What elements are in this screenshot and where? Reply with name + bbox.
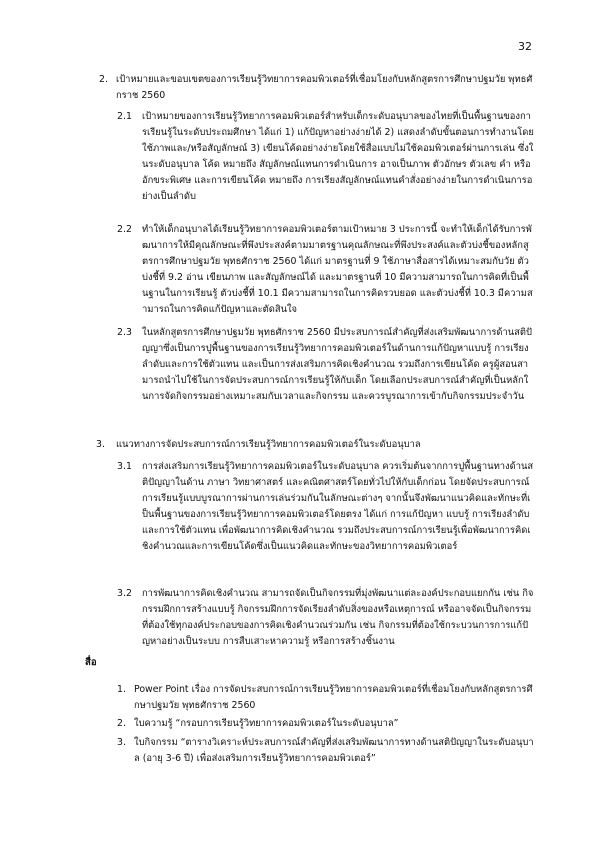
subsection-number: 2.3 xyxy=(117,327,132,338)
media-item-number: 2. xyxy=(117,718,126,729)
subsection-text: เป้าหมายของการเรียนรู้วิทยาการคอมพิวเตอร์สำหรับเด็กระดับอนุบาลของไทยที่เป็นพื้นฐานของการเรียนรู้ในระดับประถมศึกษา ได้แก่ 1) แก้ปัญหาอย่างง่ายได้ 2) แสดงลำดับขั้นตอนการทำงานโดยใช้ภาพและ/หรือสัญลักษณ์ 3) เขียนโค้ดอย่างง่ายโดยใช้สื่อแบบไม่ใช้คอมพิวเตอร์ผ่านการเล่น ซึ่งในระดับอนุบาล โค้ด หมายถึง สัญลักษณ์แทนการดำเนินการ อาจเป็นภาพ ตัวอักษร ตัวเลข คำ หรืออักขระพิเศษ และการเขียนโค้ด หมายถึง การเรียงสัญลักษณ์แทนคำสั่งอย่างง่ายในการดำเนินการอย่างเป็นลำดับ xyxy=(142,111,534,202)
media-item-text: ใบกิจกรรม “ตารางวิเคราะห์ประสบการณ์สำคัญที่ส่งเสริมพัฒนาการทางด้านสติปัญญาในระดับอนุบาล (อายุ 3-6 ปี) เพื่อส่งเสริมการเรียนรู้วิทยาการคอมพิวเตอร์” xyxy=(134,737,534,764)
page-number: 32 xyxy=(518,40,532,53)
subsection-text: ในหลักสูตรการศึกษาปฐมวัย พุทธศักราช 2560 มีประสบการณ์สำคัญที่ส่งเสริมพัฒนาการด้านสติปัญญาซึ่งเป็นการปูพื้นฐานของการเรียนรู้วิทยาการคอมพิวเตอร์ในด้านการแก้ปัญหาแบบรู้ การเรียงลำดับและการใช้ตัวแทน และเป็นการส่งเสริมการคิดเชิงคำนวณ รวมถึงการเขียนโค้ด ครูผู้สอนสามารถนำไปใช้ในการจัดประสบการณ์การเรียนรู้ให้กับเด็ก โดยเลือกประสบการณ์สำคัญที่เป็นหลักในการจัดกิจกรรมอย่างเหมาะสมกับเวลาและกิจกรรม และควรบูรณาการเข้ากับกิจกรรมประจำวัน xyxy=(142,327,532,402)
subsection-number: 3.1 xyxy=(117,461,132,472)
subsection-number: 2.1 xyxy=(117,111,132,122)
section-title: แนวทางการจัดประสบการณ์การเรียนรู้วิทยาการคอมพิวเตอร์ในระดับอนุบาล xyxy=(116,439,421,450)
media-item-text: Power Point เรื่อง การจัดประสบการณ์การเรียนรู้วิทยาการคอมพิวเตอร์ที่เชื่อมโยงกับหลักสูตรการศึกษาปฐมวัย พุทธศักราช 2560 xyxy=(134,684,533,711)
media-item-number: 1. xyxy=(117,684,126,695)
media-heading: สื่อ xyxy=(85,657,97,668)
subsection-text: การพัฒนาการคิดเชิงคำนวณ สามารถจัดเป็นกิจกรรมที่มุ่งพัฒนาแต่ละองค์ประกอบแยกกัน เช่น กิจกรรมฝึกการสร้างแบบรู้ กิจกรรมฝึกการจัดเรียงลำดับสิ่งของหรือเหตุการณ์ หรืออาจจัดเป็นกิจกรรมที่ต้องใช้ทุกองค์ประกอบของการคิดเชิงคำนวณร่วมกัน เช่น กิจกรรมที่ต้องใช้กระบวนการการแก้ปัญหาอย่างเป็นระบบ การสืบเสาะหาความรู้ หรือการสร้างชิ้นงาน xyxy=(142,588,534,647)
media-item-text: ใบความรู้ “กรอบการเรียนรู้วิทยาการคอมพิวเตอร์ในระดับอนุบาล” xyxy=(134,718,399,729)
subsection-number: 2.2 xyxy=(117,224,132,235)
subsection-number: 3.2 xyxy=(117,588,132,599)
subsection-text: การส่งเสริมการเรียนรู้วิทยาการคอมพิวเตอร์ในระดับอนุบาล ควรเริ่มต้นจากการปูพื้นฐานทางด้านสติปัญญาในด้าน ภาษา วิทยาศาสตร์ และคณิตศาสตร์โดยทั่วไปให้กับเด็กก่อน โดยจัดประสบการณ์การเรียนรู้แบบบูรณาการผ่านการเล่นร่วมกันในลักษณะต่างๆ จากนั้นจึงพัฒนาแนวคิดและทักษะที่เป็นพื้นฐานของการเรียนรู้วิทยาการคอมพิวเตอร์โดยตรง ได้แก่ การแก้ปัญหา แบบรู้ การเรียงลำดับ และการใช้ตัวแทน เพื่อพัฒนาการคิดเชิงคำนวณ รวมถึงประสบการณ์การเรียนรู้เพื่อพัฒนาการคิดเชิงคำนวณและการเขียนโค้ดซึ่งเป็นแนวคิดและทักษะของวิทยาการคอมพิวเตอร์ xyxy=(142,461,534,552)
section-title: เป้าหมายและขอบเขตของการเรียนรู้วิทยาการคอมพิวเตอร์ที่เชื่อมโยงกับหลักสูตรการศึกษาปฐมวัย พุทธศักราช 2560 xyxy=(116,74,533,101)
section-number: 2. xyxy=(99,74,108,85)
media-item-number: 3. xyxy=(117,737,126,748)
subsection-text: ทำให้เด็กอนุบาลได้เรียนรู้วิทยาการคอมพิวเตอร์ตามเป้าหมาย 3 ประการนี้ จะทำให้เด็กได้รับการพัฒนาการให้มีคุณลักษณะที่พึงประสงค์ตามมาตรฐานคุณลักษณะที่พึงประสงค์และตัวบ่งชี้ของหลักสูตรการศึกษาปฐมวัย พุทธศักราช 2560 ได้แก่ มาตรฐานที่ 9 ใช้ภาษาสื่อสารได้เหมาะสมกับวัย ตัวบ่งชี้ที่ 9.2 อ่าน เขียนภาพ และสัญลักษณ์ได้ และมาตรฐานที่ 10 มีความสามารถในการคิดที่เป็นพื้นฐานในการเรียนรู้ ตัวบ่งชี้ที่ 10.1 มีความสามารถในการคิดรวบยอด และตัวบ่งชี้ที่ 10.3 มีความสามารถในการคิดแก้ปัญหาและตัดสินใจ xyxy=(142,224,533,315)
section-number: 3. xyxy=(96,439,105,450)
